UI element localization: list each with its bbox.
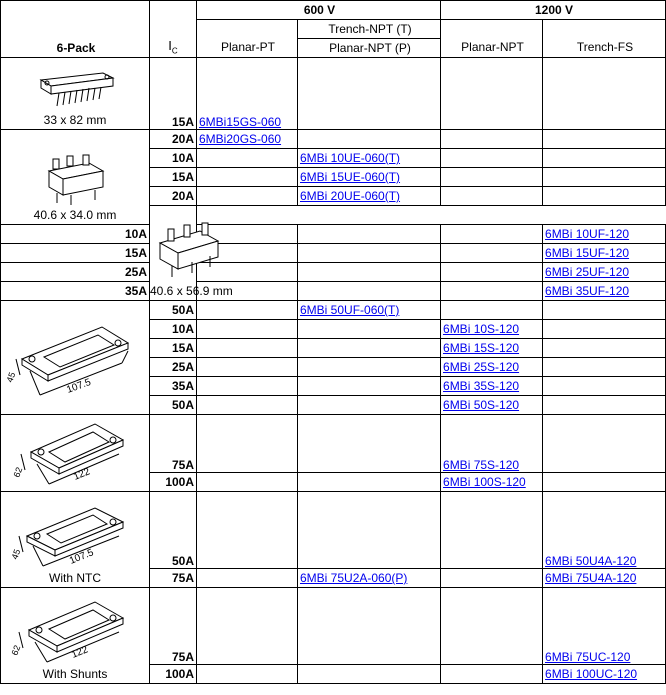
header-planar-npt-p: Planar-NPT (P) [298,39,441,58]
dimension-label: 62 [9,643,23,657]
ic-value: 10A [150,149,197,168]
part-link[interactable]: 6MBi 25S-120 [443,360,520,374]
ic-value: 20A [150,187,197,206]
part-link[interactable]: 6MBi 50U4A-120 [545,554,637,568]
package-label: 40.6 x 34.0 mm [33,208,117,222]
part-link[interactable]: 6MBi 75S-120 [443,458,520,472]
part-link[interactable]: 6MBi 15UF-120 [545,246,630,260]
ic-value: 15A [1,244,150,263]
package-cell [1,130,150,225]
ic-value: 35A [150,377,197,396]
dimension-label: 107.5 [68,547,96,567]
dimension-label: 122 [72,466,92,483]
module-shunt-icon [9,596,135,666]
header-trench-fs: Trench-FS [543,20,666,58]
part-link[interactable]: 6MBi 35S-120 [443,379,520,393]
part-link[interactable]: 6MBi 50UF-060(T) [300,303,400,317]
part-link[interactable]: 6MBi 50S-120 [443,398,520,412]
package-label: 40.6 x 56.9 mm [150,284,233,298]
ic-value: 25A [150,358,197,377]
part-link[interactable]: 6MBi 15S-120 [443,341,520,355]
dimension-label: 62 [11,465,25,479]
ic-value: 15A [150,339,197,358]
header-pack: 6-Pack [1,1,150,58]
small-module-icon [37,151,113,207]
package-cell [1,415,150,492]
package-label: With NTC [49,571,101,585]
package-cell [150,206,233,301]
header-planar-npt: Planar-NPT [441,20,543,58]
ic-value: 50A [150,301,197,320]
dimension-label: 45 [4,370,18,384]
ic-value: 15A [150,168,197,187]
ic-value: 35A [1,282,150,301]
ic-value: 10A [1,225,150,244]
part-link[interactable]: 6MBi 100S-120 [443,475,526,489]
part-link[interactable]: 6MBi 10UF-120 [545,227,630,241]
module-ntc-icon [9,502,135,570]
ic-value: 20A [150,130,197,149]
part-link[interactable]: 6MBi 25UF-120 [545,265,630,279]
part-link[interactable]: 6MBi 100UC-120 [545,667,638,681]
part-link[interactable]: 6MBi 75U2A-060(P) [300,571,408,585]
header-trench-npt-t: Trench-NPT (T) [298,20,441,39]
ic-value: 15A [150,58,197,130]
header-ic: $I_C$ [150,1,197,58]
module-122-icon [11,418,135,488]
ic-value: 50A [150,492,197,569]
package-cell [1,58,150,130]
part-link[interactable]: 6MBi 20UE-060(T) [300,189,401,203]
module-107-icon [4,313,140,403]
dimension-label: 122 [70,644,90,661]
dimension-label: 107.5 [65,376,93,396]
part-link[interactable]: 6MBi 10UE-060(T) [300,151,401,165]
ic-value: 75A [150,569,197,588]
header-600v: 600 V [197,1,441,20]
part-link[interactable]: 6MBi 10S-120 [443,322,520,336]
package-cell [1,492,150,588]
dimension-label: 45 [9,547,23,561]
package-cell [1,301,150,415]
part-link[interactable]: 6MBi 75UC-120 [545,650,631,664]
part-link[interactable]: 6MBi 15UE-060(T) [300,170,401,184]
header-planar-pt: Planar-PT [197,20,298,58]
ic-value: 75A [150,588,197,665]
part-link[interactable]: 6MBi 35UF-120 [545,284,630,298]
ic-value: 25A [1,263,150,282]
part-link[interactable]: 6MBi15GS-060 [199,115,282,129]
part-link[interactable]: 6MBi 75U4A-120 [545,571,637,585]
ic-value: 75A [150,415,197,473]
ic-value: 100A [150,665,197,684]
ic-value: 10A [150,320,197,339]
package-label: 33 x 82 mm [43,113,107,127]
header-1200v: 1200 V [441,1,666,20]
package-label: With Shunts [42,667,108,681]
ic-value: 50A [150,396,197,415]
package-cell [1,588,150,684]
ic-value: 100A [150,473,197,492]
part-link[interactable]: 6MBi20GS-060 [199,132,282,146]
sip-module-icon [33,70,117,112]
part-link-cell [197,58,298,130]
